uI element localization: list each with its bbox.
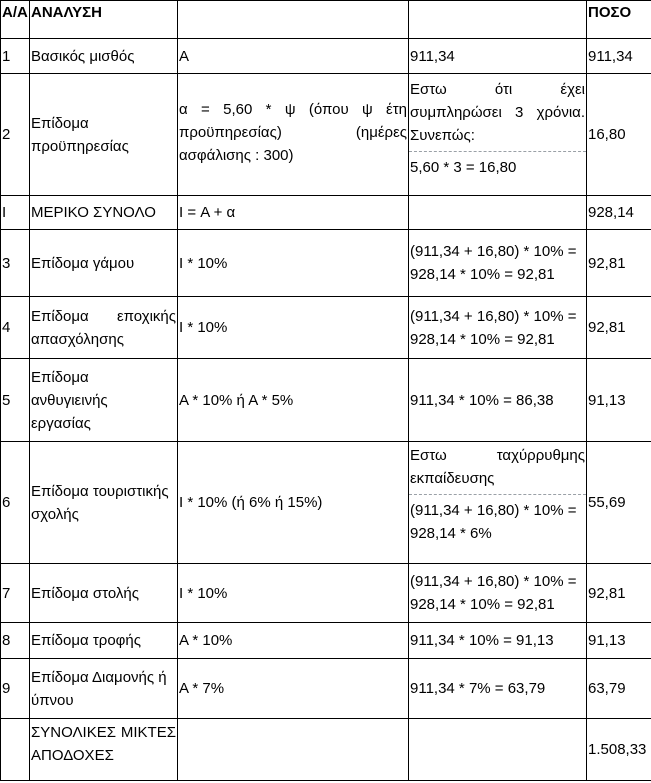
row-formula: Α [178, 39, 409, 74]
calc-result: 5,60 * 3 = 16,80 [410, 159, 517, 176]
row-amount: 911,34 [587, 39, 651, 74]
row-number: 6 [1, 442, 30, 564]
row-name: Επίδομα ανθυγιεινής εργασίας [30, 359, 178, 442]
row-amount: 63,79 [587, 659, 651, 719]
row-number: 1 [1, 39, 30, 74]
row-amount: 1.508,33 [587, 719, 651, 781]
row-name: Επίδομα γάμου [30, 230, 178, 297]
row-amount: 91,13 [587, 359, 651, 442]
row-formula: I = Α + α [178, 196, 409, 230]
row-formula: I * 10% (ή 6% ή 15%) [178, 442, 409, 564]
row-name: Επίδομα στολής [30, 564, 178, 623]
row-number: 4 [1, 297, 30, 359]
header-calculation [409, 1, 587, 39]
table-row [1, 659, 651, 719]
row-formula: Α * 10% ή Α * 5% [178, 359, 409, 442]
row-amount: 55,69 [587, 442, 651, 564]
table-row [1, 74, 651, 196]
row-amount: 928,14 [587, 196, 651, 230]
table-row [1, 39, 651, 74]
row-calculation [409, 196, 587, 230]
row-calculation: (911,34 + 16,80) * 10% = 928,14 * 10% = 92,81 [409, 230, 587, 297]
row-amount: 92,81 [587, 297, 651, 359]
header-formula [178, 1, 409, 39]
table-row [1, 196, 651, 230]
row-calculation: 911,34 [409, 39, 587, 74]
row-name: ΣΥΝΟΛΙΚΕΣ ΜΙΚΤΕΣ ΑΠΟΔΟΧΕΣ [30, 719, 178, 781]
row-calculation: (911,34 + 16,80) * 10% = 928,14 * 10% = 92,81 [409, 297, 587, 359]
row-calculation: 911,34 * 10% = 91,13 [409, 623, 587, 659]
row-name: Βασικός μισθός [30, 39, 178, 74]
row-number: 8 [1, 623, 30, 659]
table-row [1, 297, 651, 359]
row-number: 5 [1, 359, 30, 442]
table-row [1, 623, 651, 659]
row-formula: Α * 10% [178, 623, 409, 659]
row-formula: α = 5,60 * ψ (όπου ψ έτη προϋπηρεσίας) (ημέρες ασφάλισης : 300) [178, 74, 409, 196]
header-aa: Α/Α [1, 1, 30, 39]
row-name: Επίδομα προϋπηρεσίας [30, 74, 178, 196]
row-name: Επίδομα τροφής [30, 623, 178, 659]
row-number: 7 [1, 564, 30, 623]
row-number [1, 719, 30, 781]
calc-result: (911,34 + 16,80) * 10% = 928,14 * 6% [410, 502, 577, 542]
row-calculation: (911,34 + 16,80) * 10% = 928,14 * 10% = 92,81 [409, 564, 587, 623]
table-row [1, 359, 651, 442]
row-calculation: 911,34 * 10% = 86,38 [409, 359, 587, 442]
row-formula: I * 10% [178, 230, 409, 297]
row-formula: I * 10% [178, 564, 409, 623]
row-number: 3 [1, 230, 30, 297]
row-calculation [409, 442, 587, 564]
row-name: ΜΕΡΙΚΟ ΣΥΝΟΛΟ [30, 196, 178, 230]
calc-assumption: Εστω ότι έχει συμπληρώσει 3 χρόνια. Συνεπώς: [409, 78, 586, 152]
row-formula: Α * 7% [178, 659, 409, 719]
header-row [1, 1, 651, 39]
row-amount: 92,81 [587, 564, 651, 623]
row-calculation: 911,34 * 7% = 63,79 [409, 659, 587, 719]
row-amount: 16,80 [587, 74, 651, 196]
table-row [1, 442, 651, 564]
row-amount: 91,13 [587, 623, 651, 659]
row-amount: 92,81 [587, 230, 651, 297]
row-name: Επίδομα Διαμονής ή ύπνου [30, 659, 178, 719]
row-name: Επίδομα εποχικής απασχόλησης [30, 297, 178, 359]
row-number: 9 [1, 659, 30, 719]
row-name: Επίδομα τουριστικής σχολής [30, 442, 178, 564]
row-number: 2 [1, 74, 30, 196]
row-calculation [409, 74, 587, 196]
table-row [1, 230, 651, 297]
calc-assumption: Εστω ταχύρρυθμης εκπαίδευσης [409, 444, 586, 495]
row-formula [178, 719, 409, 781]
header-amount: ΠΟΣΟ [587, 1, 651, 39]
row-formula: I * 10% [178, 297, 409, 359]
row-calculation [409, 719, 587, 781]
header-analysis: ΑΝΑΛΥΣΗ [30, 1, 178, 39]
total-row [1, 719, 651, 781]
table-row [1, 564, 651, 623]
row-number: I [1, 196, 30, 230]
